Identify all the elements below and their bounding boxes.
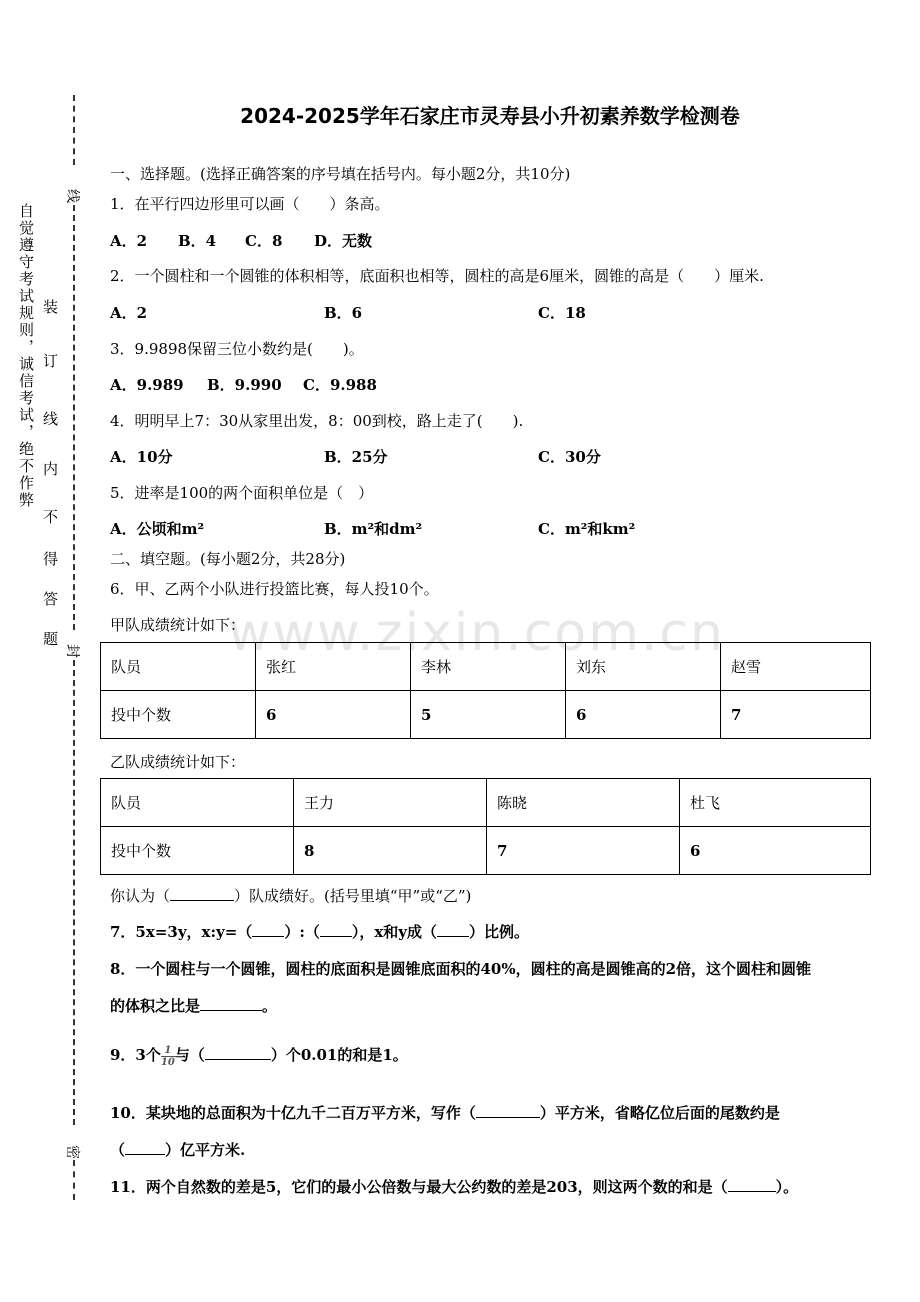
table-cell: 6 <box>566 691 721 739</box>
page-title: 2024-2025学年石家庄市灵寿县小升初素养数学检测卷 <box>240 104 740 128</box>
section1-heading: 一、选择题。(选择正确答案的序号填在括号内。每小题2分，共10分) <box>110 165 571 183</box>
table-row <box>101 779 871 827</box>
q2-option-b: B．6 <box>324 304 363 322</box>
q10-text-c: （ <box>110 1141 126 1159</box>
answer-blank[interactable] <box>437 936 469 937</box>
q3-option-b: B．9.990 <box>207 376 282 394</box>
cut-mark-secret: 密 <box>63 1145 83 1159</box>
question-2: 2．一个圆柱和一个圆锥的体积相等，底面积也相等，圆柱的高是6厘米，圆锥的高是（ ）厘米. <box>110 267 764 285</box>
question-5: 5．进率是100的两个面积单位是（ ） <box>110 484 374 502</box>
binding-dashed-line-middle <box>73 205 75 630</box>
q2-option-a: A．2 <box>110 304 148 322</box>
cut-mark-line: 线 <box>63 189 83 203</box>
question-6: 6．甲、乙两个小队进行投篮比赛，每人投10个。 <box>110 580 439 598</box>
binding-dashed-line-bottom <box>73 1160 75 1200</box>
team-a-caption: 甲队成绩统计如下： <box>110 616 246 634</box>
table-cell: 王力 <box>294 779 487 827</box>
team-b-caption: 乙队成绩统计如下： <box>110 753 246 771</box>
q11-text-b: ）。 <box>775 1178 799 1196</box>
q10-text-d: ）亿平方米. <box>165 1141 246 1159</box>
question-8-line2 <box>110 995 277 1016</box>
q7-text-b: ）:（ <box>284 923 320 941</box>
binding-dashed-line-lower <box>73 660 75 1125</box>
margin-notice: 自觉遵守考试规则，诚信考试，绝不作弊 <box>17 203 35 509</box>
margin-char: 线 <box>43 410 59 428</box>
margin-char: 题 <box>43 630 59 648</box>
question-3: 3．9.9898保留三位小数约是( )。 <box>110 340 364 358</box>
q7-text-d: ）比例。 <box>469 923 530 941</box>
answer-blank[interactable] <box>320 936 352 937</box>
q9-text-a: 9．3个 <box>110 1046 161 1064</box>
section2-heading: 二、填空题。(每小题2分，共28分) <box>110 550 346 568</box>
question-7 <box>110 921 529 942</box>
q11-text-a: 11．两个自然数的差是5，它们的最小公倍数与最大公约数的差是203，则这两个数的和是（ <box>110 1178 728 1196</box>
question-1: 1．在平行四边形里可以画（ ）条高。 <box>110 195 390 213</box>
table-cell: 队员 <box>101 643 256 691</box>
table-row <box>101 643 871 691</box>
table-cell: 6 <box>256 691 411 739</box>
table-cell: 7 <box>487 827 680 875</box>
q1-option-b: B．4 <box>178 232 217 250</box>
question-8-line1: 8．一个圆柱与一个圆锥，圆柱的底面积是圆锥底面积的40%，圆柱的高是圆锥高的2倍，这个圆柱和圆锥 <box>110 960 812 978</box>
fraction-numerator: 1 <box>161 1045 175 1057</box>
q8-text: 的体积之比是 <box>110 997 201 1015</box>
table-row <box>101 691 871 739</box>
q8-text-end: 。 <box>262 997 278 1015</box>
q4-option-c: C．30分 <box>538 448 601 466</box>
q3-option-a: A．9.989 <box>110 376 184 394</box>
table-cell: 刘东 <box>566 643 721 691</box>
margin-char: 内 <box>43 460 59 478</box>
answer-blank[interactable] <box>200 1010 262 1011</box>
q5-option-b: B．m²和dm² <box>324 520 423 538</box>
team-a-table <box>100 642 871 739</box>
table-cell: 李林 <box>411 643 566 691</box>
q1-option-d: D．无数 <box>314 232 373 250</box>
q7-text-c: ），x和y成（ <box>351 923 438 941</box>
q1-option-a: A．2 <box>110 232 148 250</box>
q9-text-b: 与（ <box>174 1046 205 1064</box>
q6-answer-line <box>110 885 471 906</box>
table-cell: 赵雪 <box>721 643 871 691</box>
q3-option-c: C．9.988 <box>303 376 377 394</box>
watermark: www.zixin.com.cn <box>228 603 725 663</box>
table-cell: 陈晓 <box>487 779 680 827</box>
table-cell: 杜飞 <box>680 779 871 827</box>
fraction-denominator: 10 <box>160 1056 175 1068</box>
table-cell: 7 <box>721 691 871 739</box>
margin-char: 订 <box>43 352 59 370</box>
question-11 <box>110 1176 798 1197</box>
answer-blank[interactable] <box>125 1154 165 1155</box>
table-cell: 6 <box>680 827 871 875</box>
q9-text-c: ）个0.01的和是1。 <box>270 1046 408 1064</box>
cut-mark-seal: 封 <box>63 644 83 658</box>
margin-char: 答 <box>43 590 59 608</box>
table-cell: 8 <box>294 827 487 875</box>
q4-option-a: A．10分 <box>110 448 173 466</box>
q1-option-c: C．8 <box>245 232 283 250</box>
answer-blank[interactable] <box>252 936 284 937</box>
q10-text-a: 10．某块地的总面积为十亿九千二百万平方米，写作（ <box>110 1104 476 1122</box>
table-cell: 投中个数 <box>101 827 294 875</box>
q5-option-a: A．公顷和m² <box>110 520 205 538</box>
q6-text-b: ）队成绩好。(括号里填“甲”或“乙”) <box>234 887 472 905</box>
table-cell: 张红 <box>256 643 411 691</box>
question-10-line1 <box>110 1102 780 1123</box>
table-cell: 投中个数 <box>101 691 256 739</box>
answer-blank[interactable] <box>205 1059 271 1060</box>
margin-char: 得 <box>43 550 59 568</box>
answer-blank[interactable] <box>476 1117 540 1118</box>
answer-blank[interactable] <box>170 900 234 901</box>
fraction <box>161 1045 175 1068</box>
q6-text-a: 你认为（ <box>110 887 171 905</box>
answer-blank[interactable] <box>728 1191 776 1192</box>
table-cell: 5 <box>411 691 566 739</box>
question-10-line2 <box>110 1139 245 1160</box>
question-4: 4．明明早上7：30从家里出发，8：00到校，路上走了( ). <box>110 412 524 430</box>
margin-char: 不 <box>43 508 59 526</box>
question-9 <box>110 1044 408 1068</box>
table-row <box>101 827 871 875</box>
q4-option-b: B．25分 <box>324 448 388 466</box>
team-b-table <box>100 778 871 875</box>
q10-text-b: ）平方米，省略亿位后面的尾数约是 <box>539 1104 780 1122</box>
q5-option-c: C．m²和km² <box>538 520 636 538</box>
margin-char: 装 <box>43 298 59 316</box>
table-cell: 队员 <box>101 779 294 827</box>
q2-option-c: C．18 <box>538 304 586 322</box>
q7-text-a: 7．5x=3y，x:y=（ <box>110 923 253 941</box>
